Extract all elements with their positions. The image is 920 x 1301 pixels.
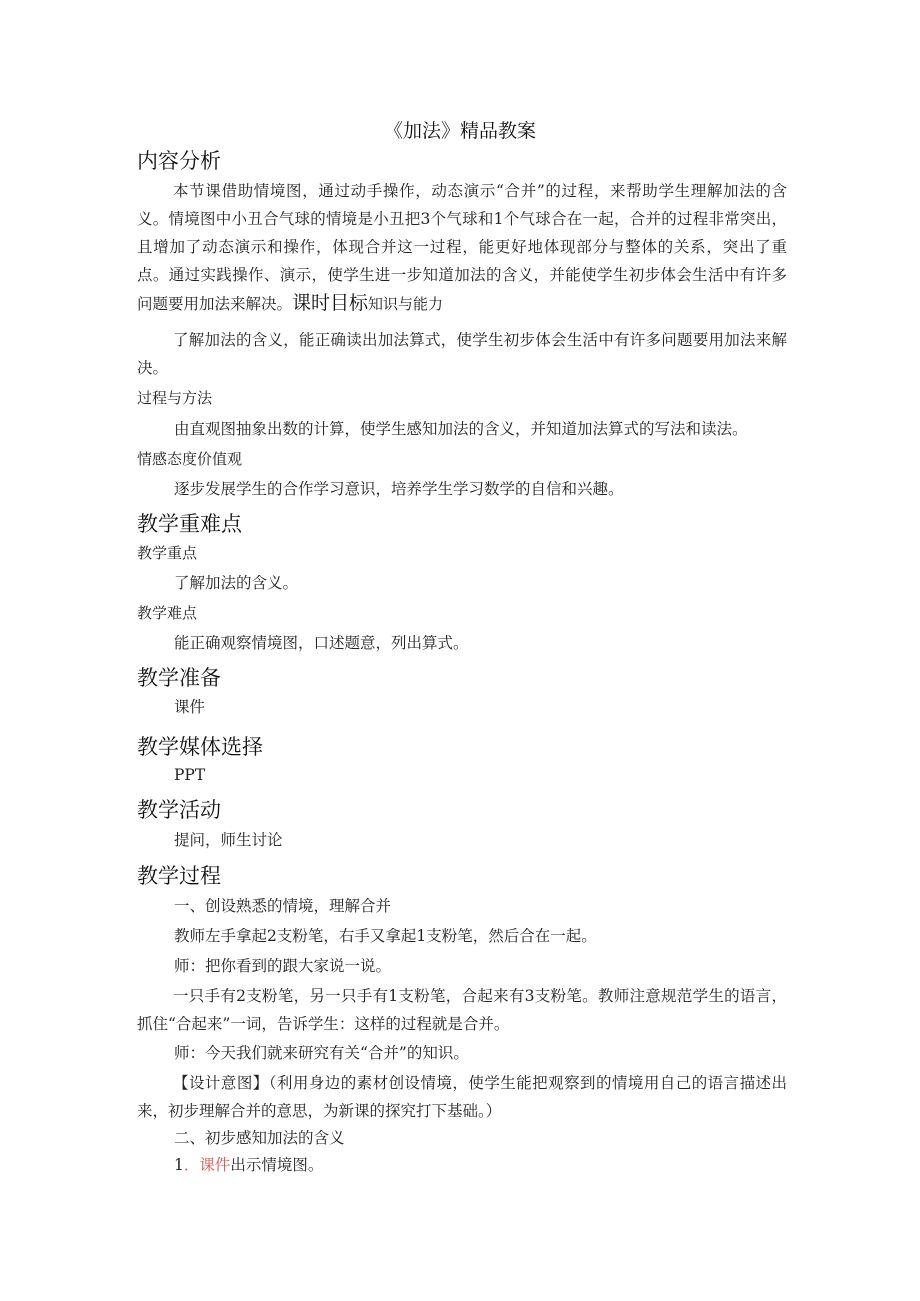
teaching-focus-text: 了解加法的含义。 bbox=[174, 574, 299, 592]
content-analysis-text: 本节课借助情境图，通过动手操作，动态演示“合并”的过程，来帮助学生理解加法的含义。情境图中小丑合气球的情境是小丑把3个气球和1个气球合在一起，合并的过程非常突出，且增加了动态演示和操作，体现合并这一过程，能更好地体现部分与整体的关系，突出了重点。通过实践操作、演示，使学生进一步知道加法的含义，并能使学生初步体会生活中有许多问题要用加法来解决。 bbox=[137, 182, 787, 313]
label-knowledge-ability: 知识与能力 bbox=[368, 295, 444, 313]
label-attitude: 情感态度价值观 bbox=[137, 450, 243, 468]
heading-content-analysis: 内容分析 bbox=[137, 149, 221, 173]
attitude-text: 逐步发展学生的合作学习意识，培养学生学习数学的自信和兴趣。 bbox=[174, 480, 624, 498]
item1-highlight: 课件 bbox=[199, 1156, 231, 1174]
step1-title: 一、创设熟悉的情境，理解合并 bbox=[174, 897, 392, 915]
item1-text: 出示情境图。 bbox=[230, 1156, 324, 1174]
heading-preparation: 教学准备 bbox=[137, 666, 221, 690]
design-intent-paragraph: 【设计意图】（利用身边的素材创设情境，使学生能把观察到的情境用自己的语言描述出来，初步理解合并的意思，为新课的探究打下基础。） bbox=[137, 1074, 787, 1120]
step1-line1: 教师左手拿起2支粉笔，右手又拿起1支粉笔，然后合在一起。 bbox=[174, 927, 597, 945]
preparation-text: 课件 bbox=[174, 698, 206, 716]
activity-text: 提问，师生讨论 bbox=[174, 831, 283, 849]
knowledge-paragraph: 了解加法的含义，能正确读出加法算式，使学生初步体会生活中有许多问题要用加法来解决。 bbox=[137, 331, 787, 377]
content-analysis-paragraph bbox=[137, 177, 787, 318]
heading-media: 教学媒体选择 bbox=[137, 735, 263, 759]
step2-title: 二、初步感知加法的含义 bbox=[174, 1129, 345, 1147]
step1-line3: 师：今天我们就来研究有关“合并”的知识。 bbox=[174, 1044, 469, 1062]
step1-line2: 师：把你看到的跟大家说一说。 bbox=[174, 957, 392, 975]
heading-objectives: 课时目标 bbox=[292, 292, 369, 314]
document-title: 《加法》精品教案 bbox=[383, 120, 536, 142]
process-method-text: 由直观图抽象出数的计算，使学生感知加法的含义，并知道加法算式的写法和读法。 bbox=[174, 420, 748, 438]
media-text: PPT bbox=[174, 766, 206, 784]
heading-key-points: 教学重难点 bbox=[137, 512, 242, 536]
step2-item1 bbox=[174, 1158, 323, 1174]
step1-paragraph: 一只手有2支粉笔，另一只手有1支粉笔，合起来有3支粉笔。教师注意规范学生的语言，抓住“合起来”一词，告诉学生：这样的过程就是合并。 bbox=[137, 987, 787, 1033]
teaching-difficulty-text: 能正确观察情境图，口述题意，列出算式。 bbox=[174, 634, 469, 652]
label-teaching-difficulty: 教学难点 bbox=[137, 604, 198, 622]
label-process-method: 过程与方法 bbox=[137, 389, 213, 407]
label-teaching-focus: 教学重点 bbox=[137, 544, 198, 562]
item1-number: 1 bbox=[174, 1156, 184, 1174]
heading-activity: 教学活动 bbox=[137, 798, 221, 822]
heading-process: 教学过程 bbox=[137, 864, 221, 888]
item1-separator: ． bbox=[183, 1156, 200, 1174]
